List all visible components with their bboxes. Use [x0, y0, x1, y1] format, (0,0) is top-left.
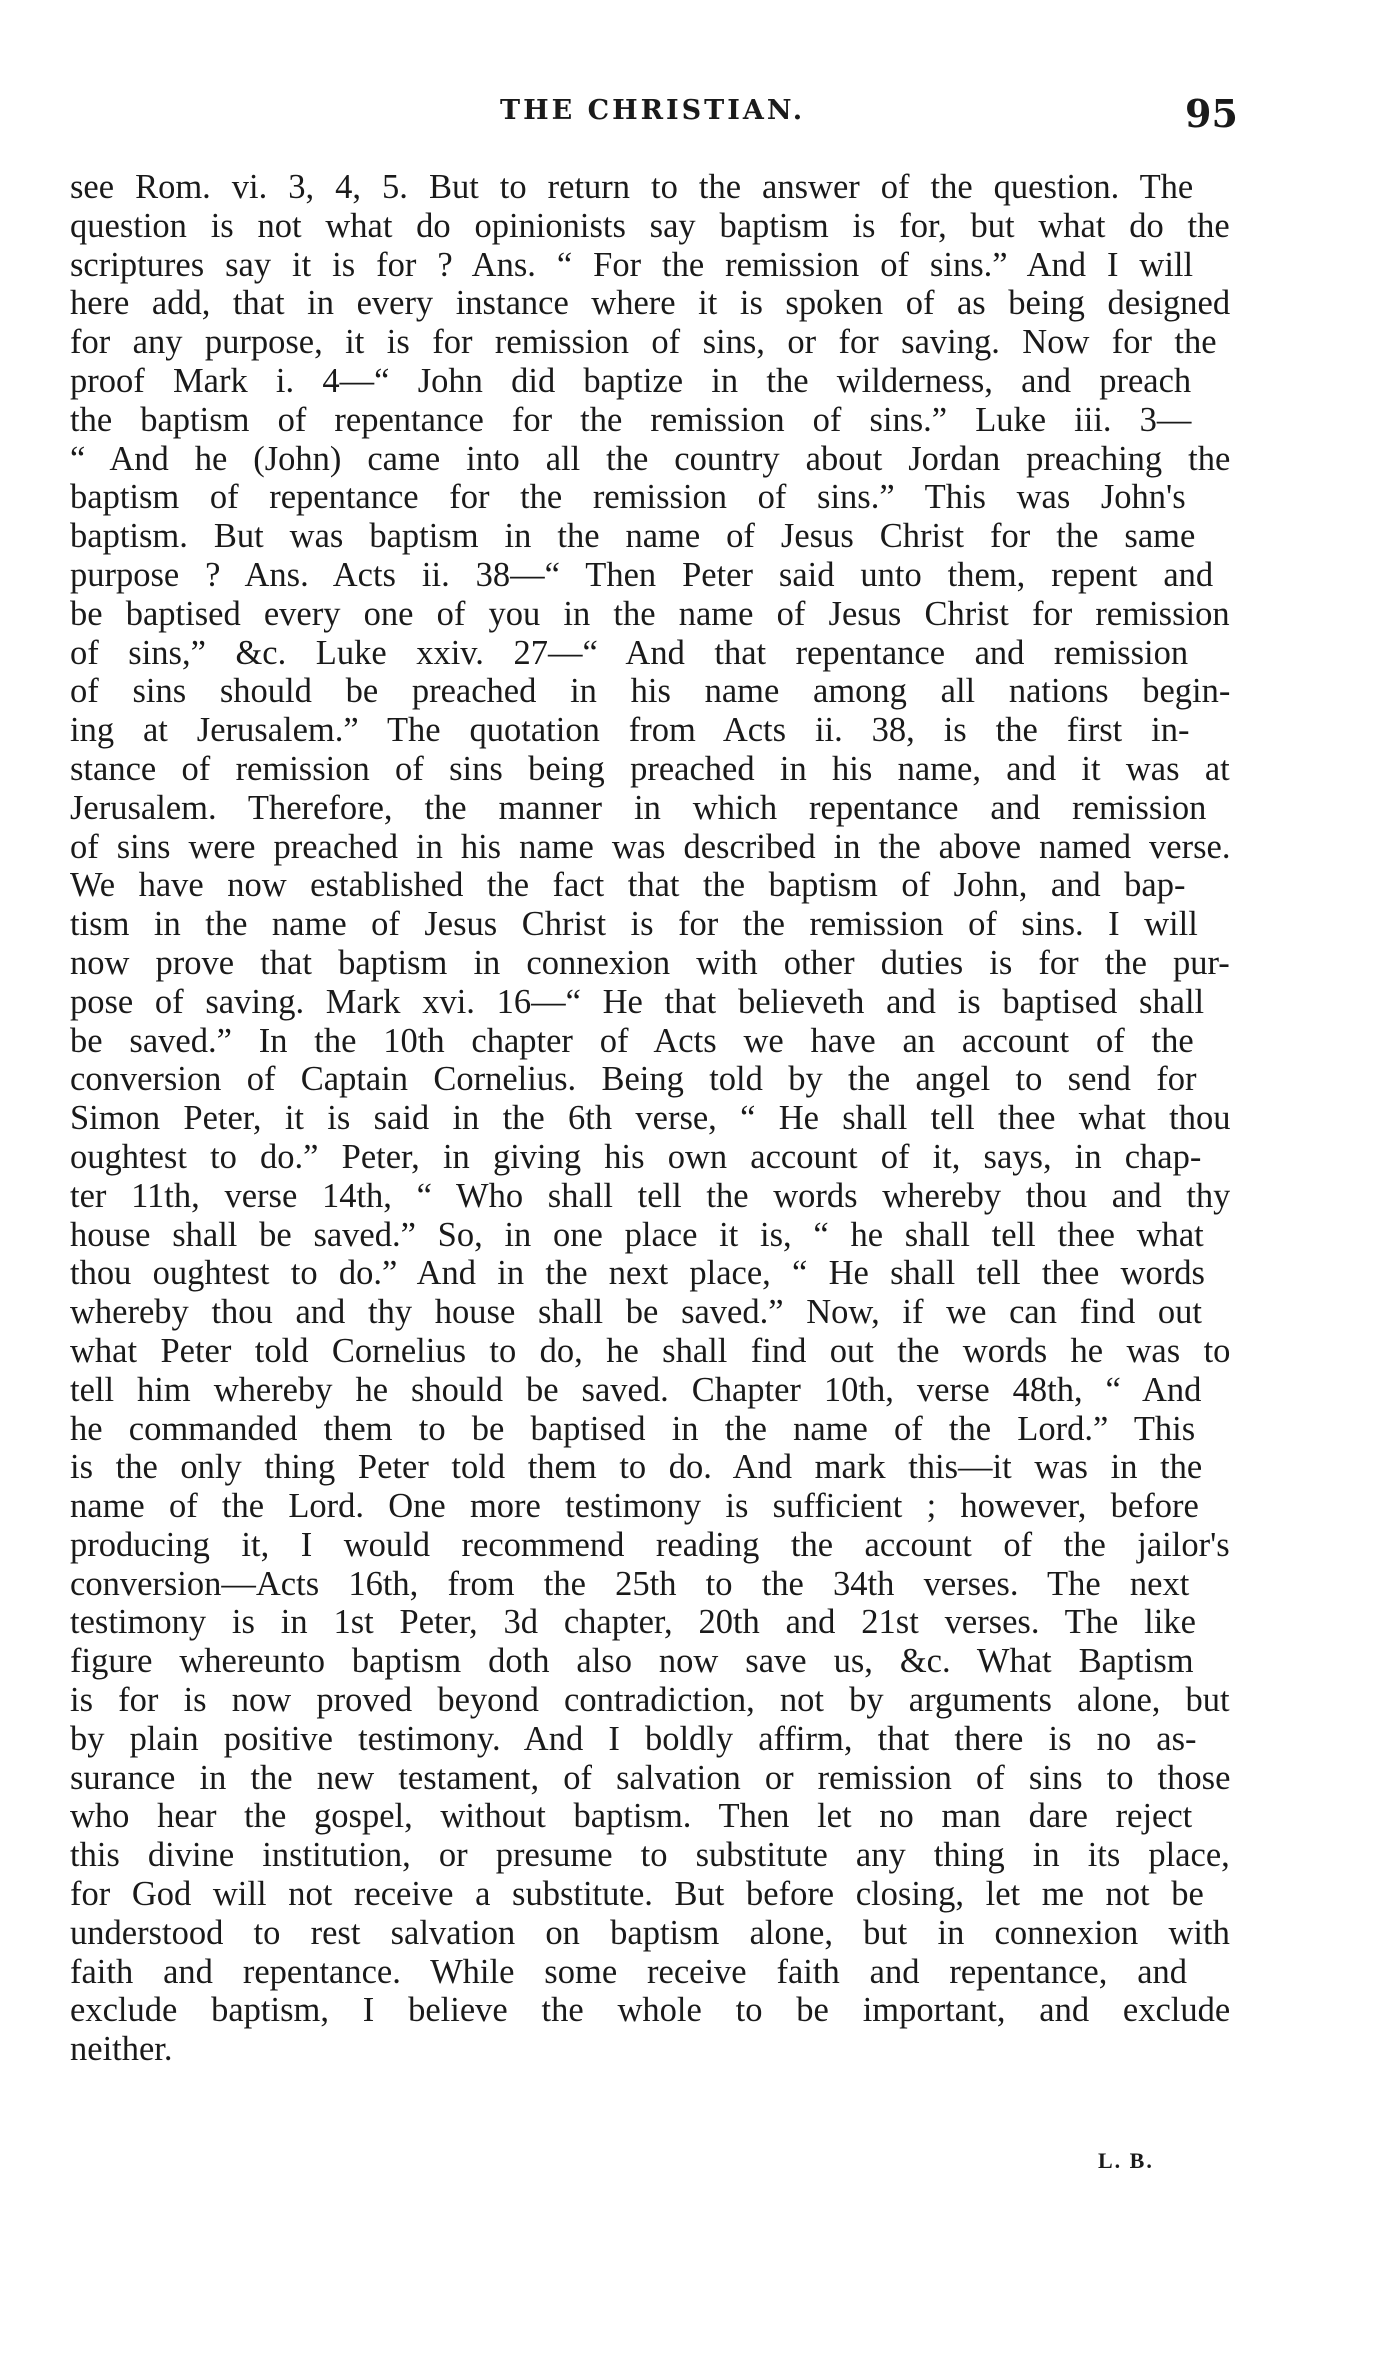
text-line: Simon Peter, it is said in the 6th verse, “ He shall tell thee what thou — [70, 1099, 1230, 1138]
text-line: figure whereunto baptism doth also now save us, &c. What Baptism — [70, 1642, 1194, 1681]
text-line: stance of remission of sins being preached in his name, and it was at — [70, 749, 1230, 788]
text-line: the baptism of repentance for the remission of sins.” Luke iii. 3— — [70, 400, 1192, 439]
text-line: be baptised every one of you in the name of Jesus Christ for remission — [70, 594, 1230, 633]
text-line: Jerusalem. Therefore, the manner in which repentance and remission — [70, 788, 1207, 827]
text-line: We have now established the fact that the baptism of John, and bap- — [70, 866, 1186, 905]
text-line: for any purpose, it is for remission of sins, or for saving. Now for the — [70, 323, 1217, 362]
text-line: see Rom. vi. 3, 4, 5. But to return to the answer of the question. The — [70, 168, 1194, 206]
text-line: purpose ? Ans. Acts ii. 38—“ Then Peter said unto them, repent and — [70, 555, 1214, 594]
text-line: surance in the new testament, of salvation or remission of sins to those — [70, 1758, 1230, 1797]
running-title: THE CHRISTIAN. — [500, 95, 806, 126]
text-line: now prove that baptism in connexion with other duties is for the pur- — [70, 943, 1230, 982]
text-line: faith and repentance. While some receive faith and repentance, and — [70, 1952, 1188, 1991]
text-line: whereby thou and thy house shall be saved.” Now, if we can find out — [70, 1293, 1203, 1332]
text-line: “ And he (John) came into all the country about Jordan preaching the — [70, 439, 1230, 478]
author-signature: L. B. — [1098, 2148, 1154, 2173]
text-line: who hear the gospel, without baptism. Then let no man dare reject — [70, 1797, 1193, 1836]
text-line: producing it, I would recommend reading the account of the jailor's — [70, 1525, 1230, 1564]
text-line: understood to rest salvation on baptism alone, but in connexion with — [70, 1913, 1230, 1952]
text-line: what Peter told Cornelius to do, he shall find out the words he was to — [70, 1331, 1230, 1370]
text-line: for God will not receive a substitute. But before closing, let me not be — [70, 1875, 1204, 1914]
text-line: ter 11th, verse 14th, “ Who shall tell the words whereby thou and thy — [70, 1176, 1230, 1215]
text-line: thou oughtest to do.” And in the next place, “ He shall tell thee words — [70, 1254, 1205, 1293]
text-line: of sins should be preached in his name among all nations begin- — [70, 672, 1230, 711]
text-line: of sins,” &c. Luke xxiv. 27—“ And that repentance and remission — [70, 633, 1189, 672]
text-line: exclude baptism, I believe the whole to be important, and exclude — [70, 1991, 1230, 2030]
text-line: scriptures say it is for ? Ans. “ For the remission of sins.” And I will — [70, 245, 1194, 284]
text-line: of sins were preached in his name was described in the above named verse. — [70, 827, 1230, 866]
text-line: proof Mark i. 4—“ John did baptize in the wilderness, and preach — [70, 361, 1192, 400]
text-line: here add, that in every instance where it is spoken of as being designed — [70, 284, 1230, 323]
text-line: baptism of repentance for the remission of sins.” This was John's — [70, 478, 1186, 517]
text-line: pose of saving. Mark xvi. 16—“ He that believeth and is baptised shall — [70, 982, 1205, 1021]
text-line: conversion of Captain Cornelius. Being told by the angel to send for — [70, 1060, 1197, 1099]
body-text — [70, 168, 1230, 2069]
text-line: be saved.” In the 10th chapter of Acts we have an account of the — [70, 1021, 1194, 1060]
text-line: baptism. But was baptism in the name of Jesus Christ for the same — [70, 517, 1196, 556]
text-line: neither. — [70, 2030, 173, 2069]
text-line: testimony is in 1st Peter, 3d chapter, 20th and 21st verses. The like — [70, 1603, 1196, 1642]
page-number: 95 — [1185, 91, 1238, 136]
text-line: question is not what do opinionists say baptism is for, but what do the — [70, 206, 1230, 245]
text-line: by plain positive testimony. And I boldly affirm, that there is no as- — [70, 1719, 1197, 1758]
text-line: oughtest to do.” Peter, in giving his own account of it, says, in chap- — [70, 1137, 1202, 1176]
text-line: is the only thing Peter told them to do. And mark this—it was in the — [70, 1448, 1203, 1487]
page-header — [0, 91, 1375, 145]
text-line: is for is now proved beyond contradiction, not by arguments alone, but — [70, 1681, 1230, 1720]
text-line: tell him whereby he should be saved. Chapter 10th, verse 48th, “ And — [70, 1370, 1202, 1409]
text-line: this divine institution, or presume to substitute any thing in its place, — [70, 1836, 1230, 1875]
text-line: tism in the name of Jesus Christ is for the remission of sins. I will — [70, 905, 1198, 944]
text-line: name of the Lord. One more testimony is sufficient ; however, before — [70, 1487, 1199, 1526]
text-line: conversion—Acts 16th, from the 25th to the 34th verses. The next — [70, 1564, 1190, 1603]
text-line: he commanded them to be baptised in the name of the Lord.” This — [70, 1409, 1196, 1448]
text-line: ing at Jerusalem.” The quotation from Acts ii. 38, is the first in- — [70, 711, 1190, 750]
text-line: house shall be saved.” So, in one place it is, “ he shall tell thee what — [70, 1215, 1204, 1254]
